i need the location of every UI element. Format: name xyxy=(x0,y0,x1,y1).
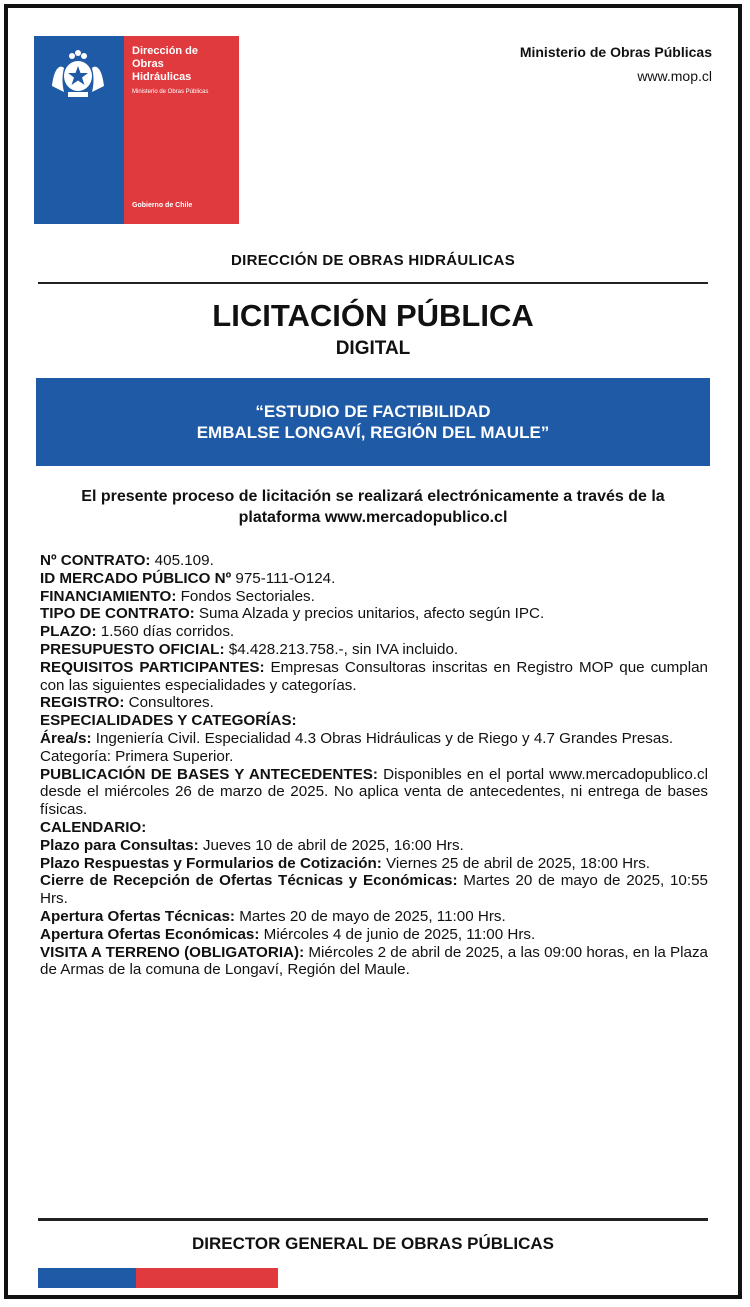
banner-line-2: EMBALSE LONGAVÍ, REGIÓN DEL MAULE” xyxy=(196,423,550,442)
detail-value: 1.560 días corridos. xyxy=(96,623,235,641)
doh-logo xyxy=(34,36,239,224)
flag-color-bar xyxy=(38,1268,278,1288)
detail-value: $4.428.213.758.-, sin IVA incluido. xyxy=(224,640,459,658)
logo-line-3: Hidráulicas xyxy=(132,71,192,83)
ministry-name: Ministerio de Obras Públicas xyxy=(519,44,712,60)
notice-subtitle: DIGITAL xyxy=(335,338,411,359)
detail-row xyxy=(40,623,708,641)
detail-label: PLAZO: xyxy=(40,623,97,641)
project-banner xyxy=(36,378,710,466)
detail-row xyxy=(40,730,708,748)
detail-row xyxy=(40,748,708,766)
intro-text: El presente proceso de licitación se realizará electrónicamente a través de la plataforma www.mercadopublico.cl xyxy=(81,488,665,526)
chile-coat-of-arms-icon xyxy=(46,46,110,102)
detail-row xyxy=(40,908,708,926)
notice-content xyxy=(16,16,730,1287)
detail-row xyxy=(40,926,708,944)
detail-value: Martes 20 de mayo de 2025, 11:00 Hrs. xyxy=(234,907,506,925)
director-signature: DIRECTOR GENERAL DE OBRAS PÚBLICAS xyxy=(191,1234,555,1253)
detail-label: Área/s: xyxy=(40,729,92,747)
detail-value: 405.109. xyxy=(150,552,214,569)
detail-row xyxy=(40,570,708,588)
detail-row xyxy=(40,605,708,623)
detail-label: PRESUPUESTO OFICIAL: xyxy=(40,640,225,658)
detail-value: Martes 20 de mayo de 2025, 10:55 Hrs. xyxy=(40,872,708,908)
flag-blue-segment xyxy=(38,1268,136,1288)
logo-line-2: Obras xyxy=(132,58,164,70)
detail-value: Consultores. xyxy=(124,694,214,712)
footer-divider xyxy=(38,1218,708,1221)
header-divider xyxy=(38,282,708,284)
logo-red-panel xyxy=(124,36,239,224)
detail-row xyxy=(40,766,708,819)
logo-ministry: Ministerio de Obras Públicas xyxy=(132,89,209,95)
notice-title: LICITACIÓN PÚBLICA xyxy=(212,298,534,333)
detail-value: Suma Alzada y precios unitarios, afecto según IPC. xyxy=(194,605,545,623)
detail-label: REGISTRO: xyxy=(40,694,125,712)
detail-label: Apertura Ofertas Económicas: xyxy=(40,925,260,943)
detail-value: Disponibles en el portal www.mercadopublico.cl desde el miércoles 26 de marzo de 2025. No aplica venta de antecedentes, ni entrega de bases físicas. xyxy=(40,765,708,819)
detail-row xyxy=(40,659,708,695)
detail-label: TIPO DE CONTRATO: xyxy=(40,605,195,623)
detail-label: Cierre de Recepción de Ofertas Técnicas y Económicas: xyxy=(40,872,458,890)
detail-label: ESPECIALIDADES Y CATEGORÍAS: xyxy=(40,712,297,730)
detail-row xyxy=(40,837,708,855)
detail-row xyxy=(40,855,708,873)
detail-value: Miércoles 4 de junio de 2025, 11:00 Hrs. xyxy=(259,925,536,943)
detail-label: Plazo para Consultas: xyxy=(40,836,199,854)
detail-value: Categoría: Primera Superior. xyxy=(40,747,234,765)
flag-red-segment xyxy=(136,1268,278,1288)
detail-label: Apertura Ofertas Técnicas: xyxy=(40,907,235,925)
logo-blue-panel xyxy=(34,36,124,224)
detail-row xyxy=(40,872,708,908)
detail-label: Plazo Respuestas y Formularios de Cotización: xyxy=(40,854,382,872)
detail-value: 975-111-O124. xyxy=(231,569,336,587)
detail-row xyxy=(40,694,708,712)
detail-row xyxy=(40,552,708,570)
detail-value: Empresas Consultoras inscritas en Registro MOP que cumplan con las siguientes especialidades y categorías. xyxy=(40,658,708,694)
detail-label: FINANCIAMIENTO: xyxy=(40,587,177,605)
detail-label: VISITA A TERRENO (OBLIGATORIA): xyxy=(40,943,305,961)
detail-label: ID MERCADO PÚBLICO Nº xyxy=(40,569,232,587)
detail-row xyxy=(40,712,708,730)
ministry-website: www.mop.cl xyxy=(637,68,712,84)
contract-details xyxy=(40,552,708,979)
detail-value: Viernes 25 de abril de 2025, 18:00 Hrs. xyxy=(381,854,651,872)
detail-row xyxy=(40,588,708,606)
logo-title xyxy=(132,45,198,84)
detail-label: REQUISITOS PARTICIPANTES: xyxy=(40,658,265,676)
detail-label: CALENDARIO: xyxy=(40,818,147,836)
logo-line-1: Dirección de xyxy=(132,45,199,57)
notice-frame xyxy=(4,4,742,1299)
detail-value: Miércoles 2 de abril de 2025, a las 09:00 horas, en la Plaza de Armas de la comuna de Longaví, Región del Maule. xyxy=(40,943,708,979)
detail-row xyxy=(40,819,708,837)
direccion-heading: DIRECCIÓN DE OBRAS HIDRÁULICAS xyxy=(230,252,515,269)
detail-label: PUBLICACIÓN DE BASES Y ANTECEDENTES: xyxy=(40,765,378,783)
detail-value: Fondos Sectoriales. xyxy=(176,587,315,605)
detail-value: Ingeniería Civil. Especialidad 4.3 Obras Hidráulicas y de Riego y 4.7 Grandes Presas. xyxy=(91,729,674,747)
banner-line-1: “ESTUDIO DE FACTIBILIDAD xyxy=(255,402,491,421)
detail-row xyxy=(40,641,708,659)
detail-value: Jueves 10 de abril de 2025, 16:00 Hrs. xyxy=(198,836,464,854)
detail-row xyxy=(40,944,708,980)
detail-label: Nº CONTRATO: xyxy=(40,552,151,569)
logo-government: Gobierno de Chile xyxy=(132,202,193,209)
